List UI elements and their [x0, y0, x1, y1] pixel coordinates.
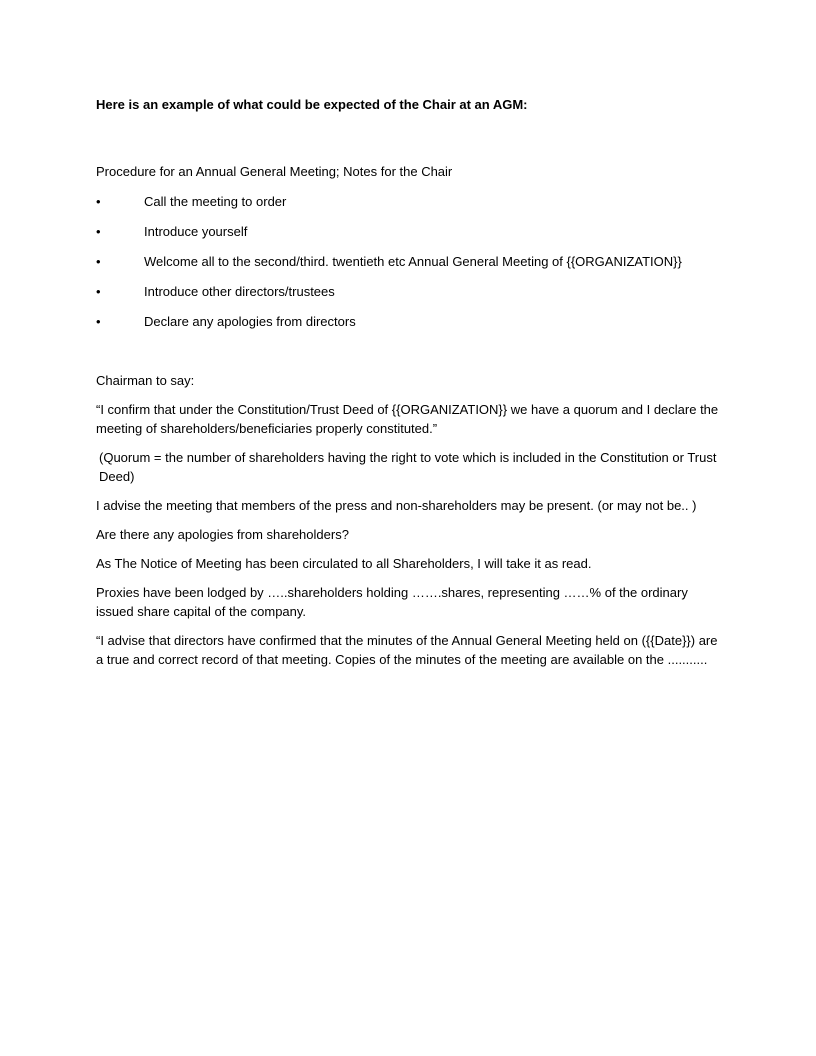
bullet-icon: • — [96, 254, 101, 269]
procedure-title: Procedure for an Annual General Meeting; Notes for the Chair — [96, 164, 453, 179]
list-item — [96, 282, 720, 301]
procedure-bullet-list — [96, 192, 720, 331]
minutes-statement: “I advise that directors have confirmed that the minutes of the Annual General Meeting held on ({{Date}}) are a true and correct record of that meeting. Copies of the minutes of the meeting are available on the ........... — [96, 633, 718, 667]
document-page — [96, 95, 720, 679]
list-item — [96, 192, 720, 211]
press-statement: I advise the meeting that members of the press and non-shareholders may be present. (or may not be.. ) — [96, 498, 697, 513]
document-heading: Here is an example of what could be expected of the Chair at an AGM: — [96, 97, 528, 112]
list-item-text: Declare any apologies from directors — [144, 314, 356, 329]
list-item — [96, 222, 720, 241]
apologies-question: Are there any apologies from shareholders? — [96, 527, 349, 542]
list-item — [96, 252, 720, 271]
bullet-icon: • — [96, 314, 101, 329]
chairman-intro: Chairman to say: — [96, 373, 195, 388]
notice-statement: As The Notice of Meeting has been circulated to all Shareholders, I will take it as read. — [96, 556, 592, 571]
bullet-icon: • — [96, 194, 101, 209]
quorum-definition: (Quorum = the number of shareholders having the right to vote which is included in the Constitution or Trust Deed) — [99, 450, 717, 484]
list-item-text: Introduce other directors/trustees — [144, 284, 335, 299]
list-item-text: Introduce yourself — [144, 224, 248, 239]
list-item-text: Call the meeting to order — [144, 194, 287, 209]
bullet-icon: • — [96, 284, 101, 299]
quorum-statement: “I confirm that under the Constitution/Trust Deed of {{ORGANIZATION}} we have a quorum and I declare the meeting of shareholders/beneficiaries properly constituted.” — [96, 402, 719, 436]
bullet-icon: • — [96, 224, 101, 239]
list-item — [96, 312, 720, 331]
list-item-text: Welcome all to the second/third. twentieth etc Annual General Meeting of {{ORGANIZATION}} — [144, 254, 682, 269]
proxies-statement: Proxies have been lodged by …..shareholders holding …….shares, representing ……% of the ordinary issued share capital of the company. — [96, 585, 688, 619]
